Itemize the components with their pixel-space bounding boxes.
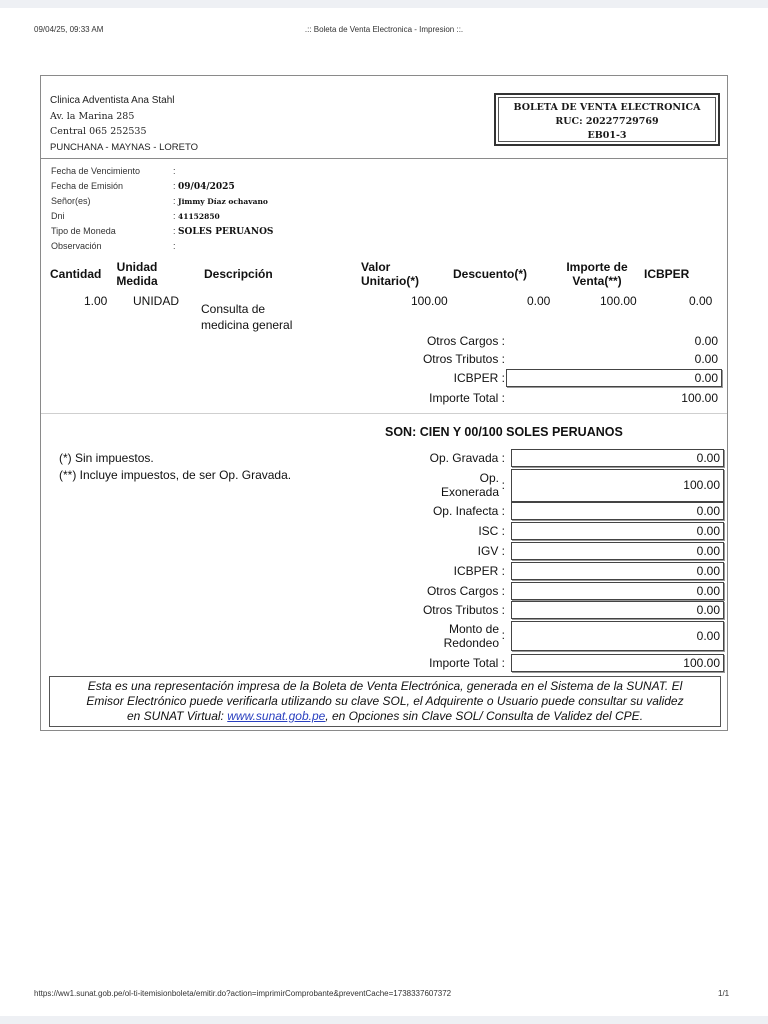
row-valor: 100.00 (411, 294, 448, 308)
note-sin-impuestos: (*) Sin impuestos. (59, 451, 154, 465)
company-phone: Central 065 252535 (50, 126, 147, 137)
col-header-descuento: Descuento(*) (453, 267, 528, 281)
op-inafecta-label: Op. Inafecta : (432, 504, 505, 518)
dni-value: 41152850 (178, 212, 220, 221)
col-header-valor (361, 260, 419, 288)
redondeo-label-line2: Redondeo (443, 636, 499, 650)
boleta-id-box (494, 93, 720, 146)
otros-cargos2-label: Otros Cargos : (426, 584, 505, 598)
op-exonerada-label-line1: Op. (479, 471, 499, 485)
bottom-margin-bar (0, 1016, 768, 1024)
disclaimer-line3 (50, 709, 720, 724)
col-header-importe (555, 260, 639, 288)
redondeo-label-line1: Monto de (448, 622, 499, 636)
col-header-descripcion: Descripción (204, 267, 273, 281)
col-header-cantidad: Cantidad (50, 267, 102, 281)
row-icbper: 0.00 (689, 294, 713, 308)
otros-cargos-value: 0.00 (694, 334, 718, 348)
otros-cargos-label: Otros Cargos : (426, 334, 505, 348)
vencimiento-label: Fecha de Vencimiento (51, 166, 141, 176)
sunat-link[interactable]: www.sunat.gob.pe (227, 709, 326, 723)
col-header-valor-line2: Unitario(*) (361, 274, 419, 288)
col-header-unidad-line1: Unidad (116, 260, 158, 274)
row-descripcion (201, 301, 292, 333)
company-info (50, 93, 198, 155)
row-descuento: 0.00 (527, 294, 551, 308)
company-name: Clinica Adventista Ana Stahl (50, 95, 175, 106)
otros-tributos-value: 0.00 (694, 352, 718, 366)
col-header-valor-line1: Valor (361, 260, 391, 274)
op-inafecta-value: 0.00 (511, 502, 724, 520)
icbper-label: ICBPER : (453, 371, 505, 385)
colon: : (173, 166, 176, 176)
icbper2-label: ICBPER : (453, 564, 505, 578)
sunat-disclaimer (49, 676, 721, 727)
op-exonerada-label-line2: Exonerada (440, 485, 499, 499)
igv-label: IGV : (477, 544, 505, 558)
dni-label: Dni (51, 211, 65, 221)
disclaimer-line3-post: , en Opciones sin Clave SOL/ Consulta de Validez del CPE. (325, 709, 644, 723)
colon: : (173, 196, 176, 206)
boleta-serie: EB01-3 (587, 130, 627, 141)
boleta-document (40, 75, 728, 731)
moneda-label: Tipo de Moneda (51, 226, 116, 236)
col-header-icbper: ICBPER (644, 267, 690, 281)
importe-total-label-2: Importe Total : (429, 656, 505, 670)
print-url: https://ww1.sunat.gob.pe/ol-ti-itemisionboleta/emitir.do?action=imprimirComprobante&preventCache=1738337607372 (34, 989, 452, 998)
print-page-title: .:: Boleta de Venta Electronica - Impresion ::. (304, 25, 464, 34)
print-datetime: 09/04/25, 09:33 AM (34, 25, 104, 34)
otros-cargos2-value: 0.00 (511, 582, 724, 600)
row-importe: 100.00 (600, 294, 637, 308)
print-page-count: 1/1 (718, 989, 730, 998)
top-margin-bar (0, 0, 768, 8)
redondeo-value: 0.00 (511, 621, 724, 651)
senor-label: Señor(es) (51, 196, 91, 206)
header-divider (41, 158, 727, 159)
senor-value: Jimmy Díaz ochavano (178, 197, 268, 206)
boleta-ruc: RUC: 20227729769 (555, 116, 659, 127)
summary-divider (41, 413, 727, 414)
op-gravada-value: 0.00 (511, 449, 724, 467)
disclaimer-line3-pre: en SUNAT Virtual: (126, 709, 228, 723)
row-cantidad: 1.00 (84, 294, 108, 308)
amount-in-words: SON: CIEN Y 00/100 SOLES PERUANOS (385, 425, 623, 439)
isc-label: ISC : (478, 524, 505, 538)
otros-tributos2-value: 0.00 (511, 601, 724, 619)
col-header-unidad-line2: Medida (116, 274, 158, 288)
otros-tributos2-label: Otros Tributos : (422, 603, 505, 617)
boleta-title: BOLETA DE VENTA ELECTRONICA (513, 102, 701, 113)
op-exonerada-value: 100.00 (511, 469, 724, 502)
emision-label: Fecha de Emisión (51, 181, 124, 191)
company-address: Av. la Marina 285 (50, 110, 135, 122)
importe-total-value-2: 100.00 (511, 654, 724, 672)
observacion-label: Observación (51, 241, 102, 251)
op-exonerada-colon: : (501, 478, 505, 492)
invoice-meta (51, 164, 351, 254)
col-header-importe-line1: Importe de (566, 260, 628, 274)
importe-total-value-1: 100.00 (681, 391, 718, 405)
redondeo-colon: : (501, 628, 505, 642)
row-unidad: UNIDAD (133, 294, 180, 308)
disclaimer-line1: Esta es una representación impresa de la Boleta de Venta Electrónica, generada en el Sistema de la SUNAT. El (87, 679, 683, 693)
moneda-value: SOLES PERUANOS (178, 227, 274, 237)
isc-value: 0.00 (511, 522, 724, 540)
col-header-unidad (109, 260, 165, 288)
row-descripcion-line2: medicina general (201, 318, 293, 332)
note-incluye-impuestos: (**) Incluye impuestos, de ser Op. Gravada. (59, 468, 292, 482)
disclaimer-line2: Emisor Electrónico puede verificarla utilizando su clave SOL, el Adquirente o Usuario puede consultar su validez (86, 694, 684, 708)
op-gravada-label: Op. Gravada : (429, 451, 505, 465)
row-descripcion-line1: Consulta de (201, 302, 266, 316)
colon: : (173, 241, 176, 251)
igv-value: 0.00 (511, 542, 724, 560)
colon: : (173, 181, 176, 191)
otros-tributos-label: Otros Tributos : (422, 352, 505, 366)
importe-total-label-1: Importe Total : (429, 391, 505, 405)
colon: : (173, 226, 176, 236)
icbper-value: 0.00 (506, 369, 722, 387)
emision-value: 09/04/2025 (178, 182, 235, 192)
icbper2-value: 0.00 (511, 562, 724, 580)
company-location: PUNCHANA - MAYNAS - LORETO (50, 141, 198, 153)
colon: : (173, 211, 176, 221)
col-header-importe-line2: Venta(**) (572, 274, 622, 288)
op-exonerada-label (441, 471, 499, 499)
redondeo-label (444, 622, 499, 650)
